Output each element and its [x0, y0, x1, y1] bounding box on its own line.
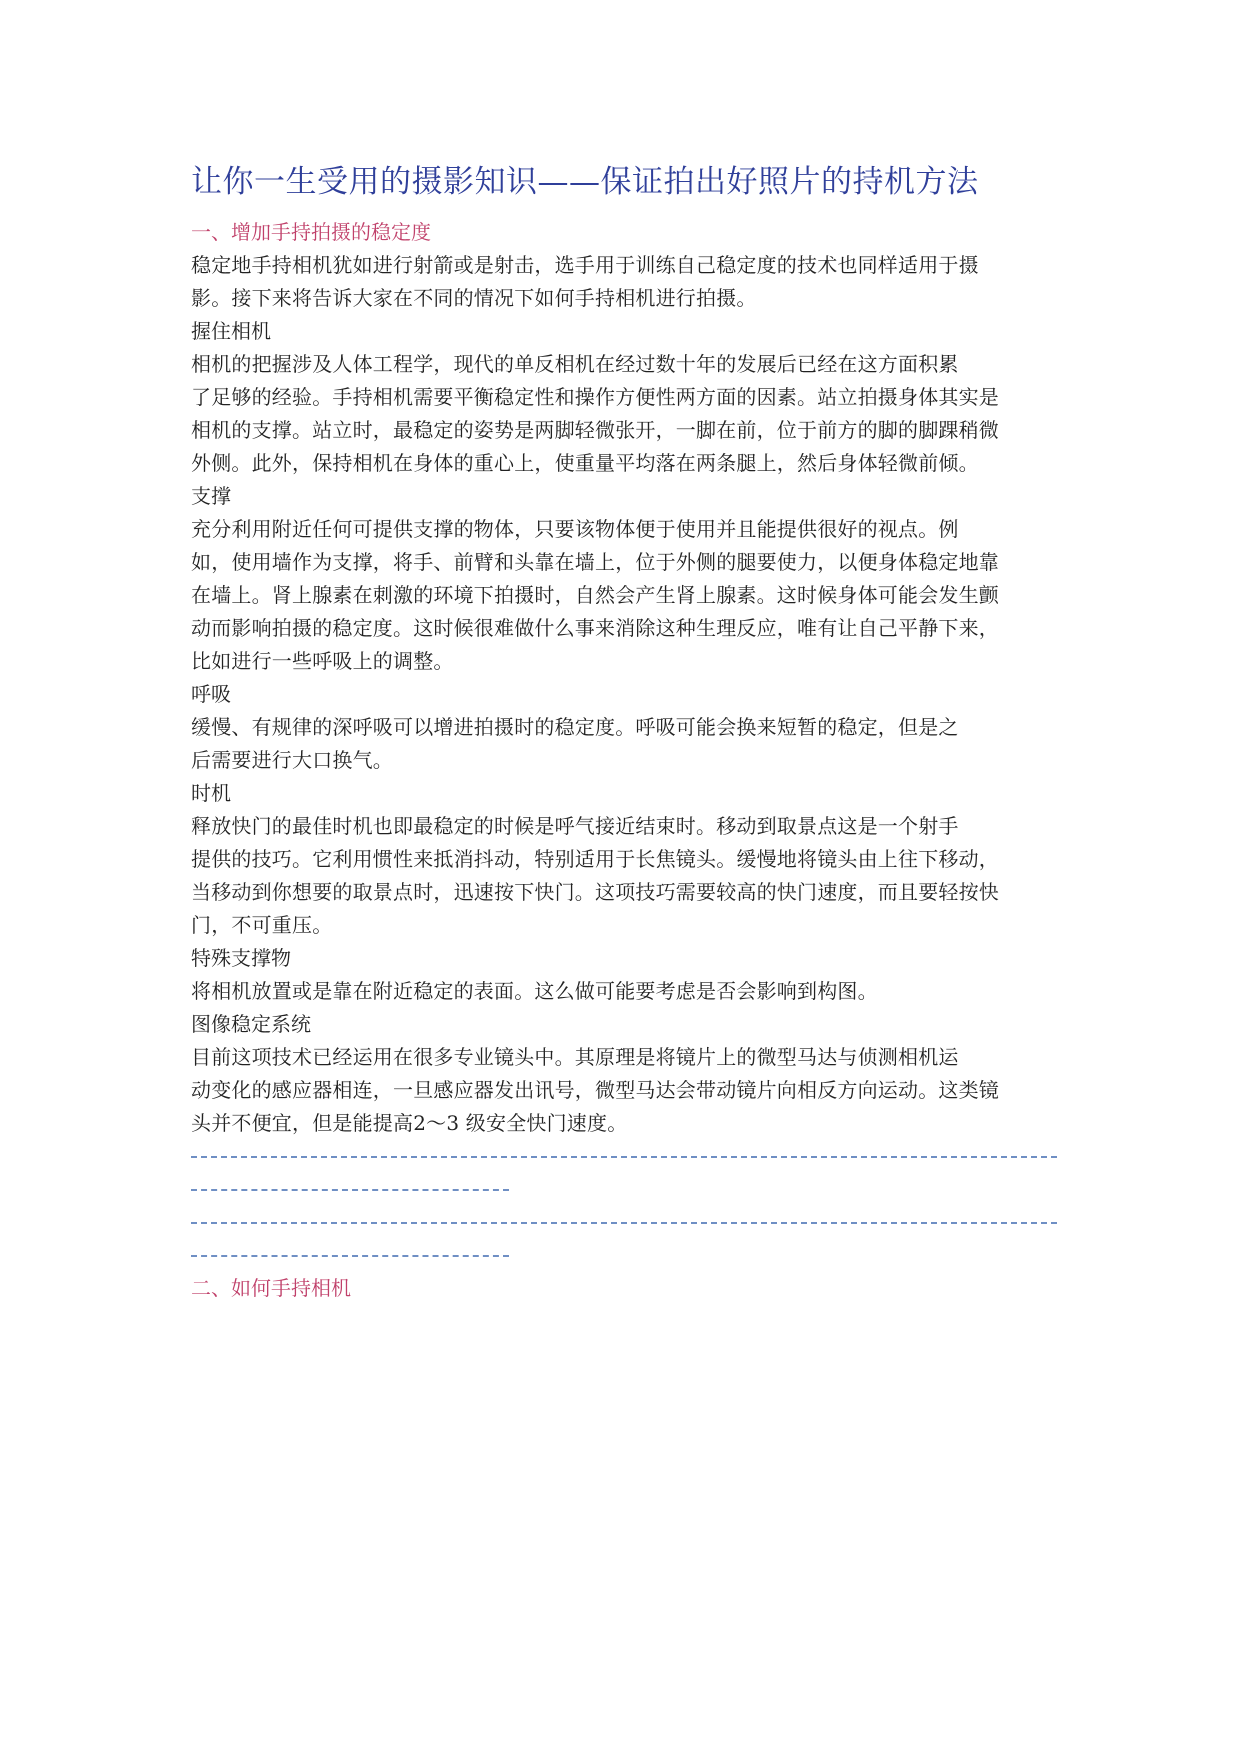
paragraph-line: 后需要进行大口换气。 [191, 748, 393, 772]
subheading-timing: 时机 [191, 781, 231, 805]
paragraph-line: 相机的支撑。站立时，最稳定的姿势是两脚轻微张开，一脚在前，位于前方的脚的脚踝稍微 [191, 418, 999, 442]
subheading-special-support: 特殊支撑物 [191, 946, 291, 970]
document-title: 让你一生受用的摄影知识——保证拍出好照片的持机方法 [191, 164, 979, 200]
paragraph-line: 缓慢、有规律的深呼吸可以增进拍摄时的稳定度。呼吸可能会换来短暂的稳定，但是之 [191, 715, 959, 739]
paragraph-line: 在墙上。肾上腺素在刺激的环境下拍摄时，自然会产生肾上腺素。这时候身体可能会发生颤 [191, 583, 999, 607]
subheading-breathing: 呼吸 [191, 682, 231, 706]
paragraph-line: 外侧。此外，保持相机在身体的重心上，使重量平均落在两条腿上，然后身体轻微前倾。 [191, 451, 979, 475]
paragraph-line: 释放快门的最佳时机也即最稳定的时候是呼气接近结束时。移动到取景点这是一个射手 [191, 814, 959, 838]
intro-line: 影。接下来将告诉大家在不同的情况下如何手持相机进行拍摄。 [191, 286, 757, 310]
paragraph-line: 门，不可重压。 [191, 913, 333, 937]
paragraph-line: 充分利用附近任何可提供支撑的物体，只要该物体便于使用并且能提供很好的视点。例 [191, 517, 959, 541]
subheading-support: 支撑 [191, 484, 231, 508]
section-heading-stability: 一、增加手持拍摄的稳定度 [191, 220, 431, 244]
paragraph-line: 相机的把握涉及人体工程学，现代的单反相机在经过数十年的发展后已经在这方面积累 [191, 352, 959, 376]
subheading-image-stabilization: 图像稳定系统 [191, 1012, 311, 1036]
paragraph-line: 比如进行一些呼吸上的调整。 [191, 649, 454, 673]
dashed-divider [191, 1173, 1059, 1206]
paragraph-line: 动而影响拍摄的稳定度。这时候很难做什么事来消除这种生理反应，唯有让自己平静下来， [191, 616, 999, 640]
paragraph-line: 头并不便宜，但是能提高2～3 级安全快门速度。 [191, 1111, 628, 1135]
dashed-divider [191, 1206, 1059, 1239]
dashed-divider [191, 1140, 1059, 1173]
dashed-rule [191, 1222, 1057, 1224]
intro-line: 稳定地手持相机犹如进行射箭或是射击，选手用于训练自己稳定度的技术也同样适用于摄 [191, 253, 979, 277]
subheading-grip: 握住相机 [191, 319, 271, 343]
paragraph-line: 提供的技巧。它利用惯性来抵消抖动，特别适用于长焦镜头。缓慢地将镜头由上往下移动， [191, 847, 999, 871]
document-body [191, 216, 1059, 1305]
dashed-rule [191, 1156, 1057, 1158]
dashed-divider [191, 1239, 1059, 1272]
section-heading-handheld: 二、如何手持相机 [191, 1276, 351, 1300]
paragraph-line: 将相机放置或是靠在附近稳定的表面。这么做可能要考虑是否会影响到构图。 [191, 979, 878, 1003]
paragraph-line: 当移动到你想要的取景点时，迅速按下快门。这项技巧需要较高的快门速度，而且要轻按快 [191, 880, 999, 904]
dashed-rule [191, 1189, 509, 1191]
paragraph-line: 动变化的感应器相连，一旦感应器发出讯号，微型马达会带动镜片向相反方向运动。这类镜 [191, 1078, 999, 1102]
paragraph-line: 了足够的经验。手持相机需要平衡稳定性和操作方便性两方面的因素。站立拍摄身体其实是 [191, 385, 999, 409]
dashed-rule [191, 1255, 509, 1257]
paragraph-line: 目前这项技术已经运用在很多专业镜头中。其原理是将镜片上的微型马达与侦测相机运 [191, 1045, 959, 1069]
paragraph-line: 如，使用墙作为支撑，将手、前臂和头靠在墙上，位于外侧的腿要使力，以便身体稳定地靠 [191, 550, 999, 574]
